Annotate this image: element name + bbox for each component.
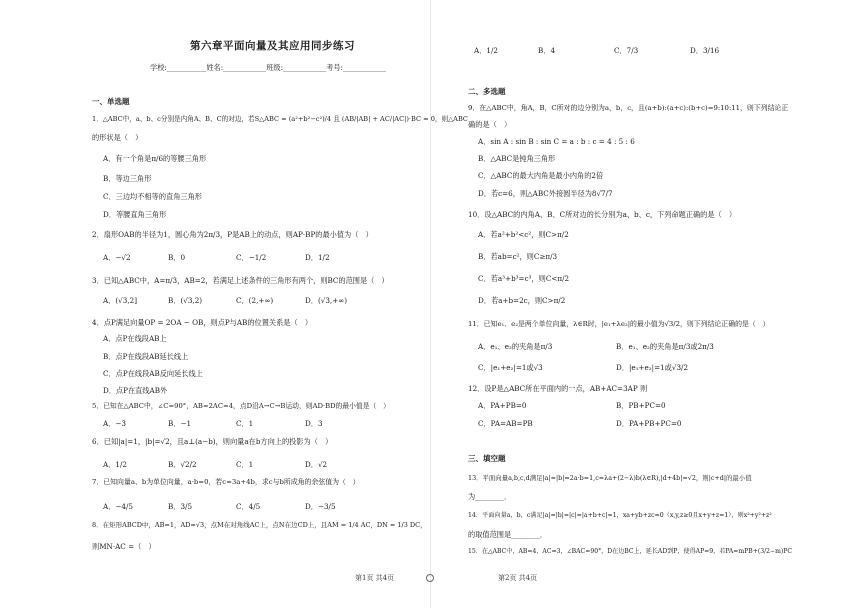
q12-option-b[interactable]: B．PB+PC=0 (616, 401, 666, 410)
q8-option-d[interactable]: D．3/16 (690, 46, 720, 55)
q14-stem: 14．平面向量a，b，c满足|a|=|b|=|c|=|a+b+c|=1，xa+yb+zc=0（x,y,z≥0且x+y+z=1），则x²+y²+z² (468, 512, 772, 519)
q1-stem: 1．△ABC中，a、b、c分别是内角A、B、C的对边，若S△ABC = (a²+b²−c²)/4 且 (AB/|AB| + AC/|AC|)·BC = 0，则△ABC (92, 115, 468, 123)
q4-option-c[interactable]: C．点P在线段AB反向延长线上 (103, 369, 203, 378)
q8-option-c[interactable]: C．7/3 (614, 46, 639, 55)
q8-option-b[interactable]: B．4 (538, 46, 556, 55)
q7-option-c[interactable]: C．4/5 (236, 502, 261, 511)
q6-option-c[interactable]: C．1 (236, 460, 254, 469)
q13-stem-cont: 为________． (468, 492, 512, 501)
q9-option-b[interactable]: B．△ABC是钝角三角形 (478, 154, 556, 163)
q11-option-b[interactable]: B．e₁、e₂的夹角是π/3或2π/3 (616, 342, 714, 351)
q11-option-a[interactable]: A．e₁、e₂的夹角是π/3 (478, 342, 553, 351)
q4-option-a[interactable]: A．点P在线段AB上 (103, 334, 167, 343)
q10-stem: 10．设△ABC的内角A、B、C所对边的长分别为a、b、c，下列命题正确的是（ ） (468, 210, 737, 219)
q3-option-a[interactable]: A．(√3,2] (103, 296, 137, 305)
q2-option-a[interactable]: A．−√2 (103, 253, 131, 262)
q4-option-d[interactable]: D．点P在直线AB外 (103, 386, 168, 395)
q12-option-c[interactable]: C．PA=AB=PB (478, 419, 533, 428)
q3-stem: 3．已知△ABC中，A=π/3，AB=2，若满足上述条件的三角形有两个，则BC的范围是（ ） (92, 276, 389, 285)
section-multi-choice: 二、多选题 (468, 87, 506, 96)
q7-stem: 7．已知向量a、b为单位向量，a·b=0，若c=3a+4b，求c与b所成角的余弦值为（ ） (92, 478, 360, 486)
q4-option-b[interactable]: B．点P在线段AB延长线上 (103, 352, 189, 361)
q14-stem-cont: 的取值范围是________． (468, 530, 548, 539)
right-page (430, 0, 860, 608)
q7-option-b[interactable]: B．3/5 (168, 502, 193, 511)
q10-option-b[interactable]: B．若ab=c²，则C≥π/3 (478, 252, 558, 261)
q6-stem: 6．已知|a|=1，|b|=√2，且a⊥(a−b)，则向量a在b方向上的投影为（ ） (92, 437, 333, 446)
footer-page-right: 第2页 共4页 (498, 574, 538, 582)
q11-stem: 11．已知e₁、e₂是两个单位向量，λ∈R时，|e₁+λe₂|的最小值为√3/2，则下列结论正确的是（ ） (468, 320, 770, 328)
q6-option-a[interactable]: A．1/2 (103, 460, 127, 469)
q5-stem: 5．已知在△ABC中，∠C=90°，AB=2AC=4，点D沿A→C→B运动，则AD·BD的最小值是（ ） (92, 402, 390, 410)
q5-option-c[interactable]: C．1 (236, 419, 254, 428)
q9-stem: 9．在△ABC中，角A，B，C所对的边分别为a，b，c，且(a+b):(a+c):(b+c)=9:10:11，则下列结论正 (468, 104, 789, 112)
q1-option-d[interactable]: D．等腰直角三角形 (103, 210, 167, 219)
q10-option-d[interactable]: D．若a+b=2c，则C>π/2 (478, 296, 566, 305)
q11-option-d[interactable]: D．|e₁+e₂|=1或√3/2 (616, 363, 689, 372)
q3-option-d[interactable]: D．(√3,+∞) (305, 296, 348, 305)
q4-stem: 4．点P满足向量OP = 2OA − OB，则点P与AB的位置关系是（ ） (92, 318, 313, 327)
q5-option-a[interactable]: A．−3 (103, 419, 126, 428)
q8-stem-cont: 则MN·AC =（ ） (92, 542, 156, 551)
section-single-choice: 一、单选题 (92, 97, 130, 106)
q2-option-c[interactable]: C．−1/2 (236, 253, 267, 262)
q2-option-b[interactable]: B．0 (168, 253, 186, 262)
q12-stem: 12．设P是△ABC所在平面内的一点，AB+AC=3AP 则 (468, 384, 648, 393)
q12-option-d[interactable]: D．PA+PB+PC=0 (616, 419, 682, 428)
q6-option-d[interactable]: D．√2 (305, 460, 328, 469)
q11-option-c[interactable]: C．|e₁+e₂|=1或√3 (478, 363, 543, 372)
q1-option-b[interactable]: B．等边三角形 (103, 174, 152, 183)
q10-option-c[interactable]: C．若a³+b³=c³，则C<π/2 (478, 274, 570, 283)
q13-stem: 13．平面向量a,b,c,d满足|a|=|b|=2a·b=1,c=λa+(2−λ)b(λ∈R),|d+4b|=√2，则|c+d|的最小值 (468, 474, 752, 482)
q8-option-a[interactable]: A．1/2 (474, 46, 498, 55)
q5-option-d[interactable]: D．3 (305, 419, 323, 428)
q9-option-d[interactable]: D．若c=6，则△ABC外接圆半径为8√7/7 (478, 189, 613, 198)
student-info: 学校:___________姓名:____________班级:____________考号:____________ (150, 63, 387, 72)
q2-option-d[interactable]: D．1/2 (305, 253, 330, 262)
q3-option-c[interactable]: C．(2,+∞) (236, 296, 274, 305)
footer-page-left: 第1页 共4页 (355, 574, 395, 582)
q10-option-a[interactable]: A．若a²+b²<c²，则C>π/2 (478, 230, 569, 239)
q5-option-b[interactable]: B．−1 (168, 419, 192, 428)
q9-stem-cont: 确的是（ ） (468, 120, 512, 129)
q15-stem: 15．在△ABC中，AB=4，AC=3，∠BAC=90°，D在边BC上，延长AD到P，使得AP=9，若PA=mPB+(3/2−m)PC (468, 548, 793, 555)
q9-option-c[interactable]: C．△ABC的最大内角是最小内角的2倍 (478, 171, 604, 180)
section-fill-in: 三、填空题 (468, 454, 506, 463)
q6-option-b[interactable]: B．√2/2 (168, 460, 197, 469)
page-title: 第六章平面向量及其应用同步练习 (190, 40, 355, 52)
q12-option-a[interactable]: A．PA+PB=0 (478, 401, 527, 410)
q1-stem-cont: 的形状是（ ） (92, 133, 143, 142)
q8-stem: 8．在矩形ABCD中，AB=1，AD=√3，点M在对角线AC上，点N在边CD上，且AM = 1/4 AC，DN = 1/3 DC， (92, 521, 427, 529)
q7-option-a[interactable]: A．−4/5 (103, 502, 133, 511)
q1-option-c[interactable]: C．三边均不相等的直角三角形 (103, 192, 202, 201)
q7-option-d[interactable]: D．−3/5 (305, 502, 336, 511)
q1-option-a[interactable]: A．有一个角是π/6的等腰三角形 (103, 154, 207, 163)
q3-option-b[interactable]: B．(√3,2) (168, 296, 203, 305)
q9-option-a[interactable]: A．sin A : sin B : sin C = a : b : c = 4 : 5 : 6 (478, 137, 635, 146)
q2-stem: 2．扇形OAB的半径为1，圆心角为2π/3，P是AB上的动点，则AP·BP的最小值为（ ） (92, 230, 373, 239)
